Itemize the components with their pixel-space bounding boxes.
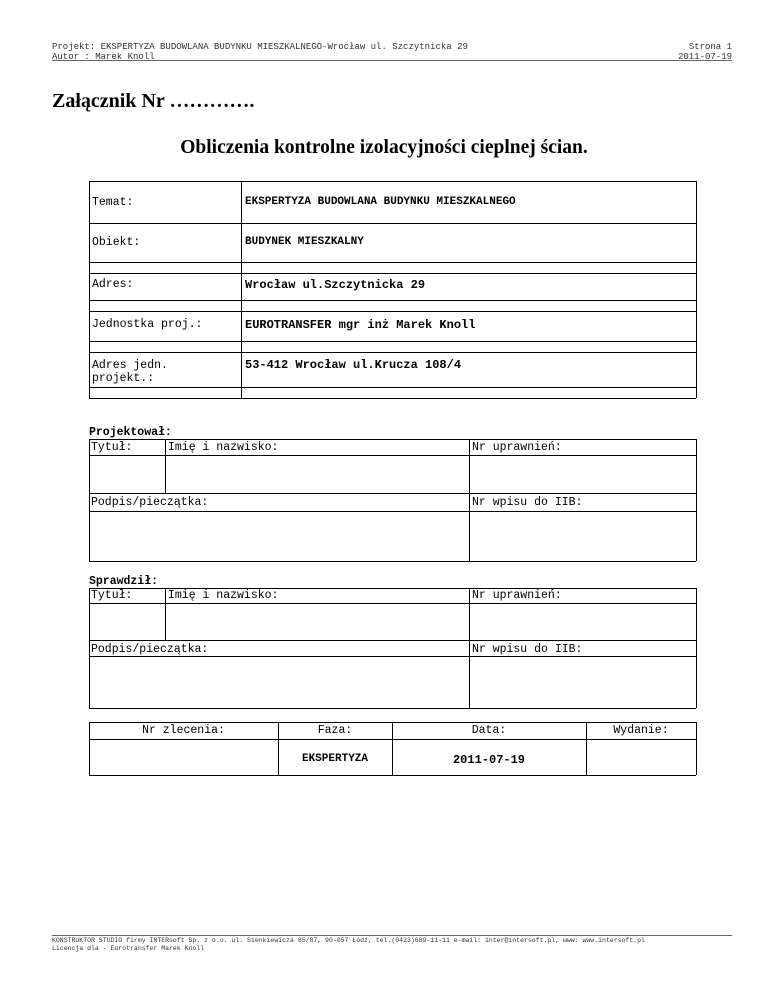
object-label: Obiekt:: [92, 236, 141, 249]
footer-line-1: KONSTRUKTOR STUDIO firmy INTERsoft Sp. z o.o. ul. Sienkiewicza 85/87, 90-057 Łódź, tel.(0423)689-11-11 e-mail: inter@intersoft.pl, www: www.intersoft.pl: [52, 937, 645, 944]
footer-divider: [52, 935, 732, 936]
checked-name-label: Imię i nazwisko:: [168, 589, 279, 602]
object-value: BUDYNEK MIESZKALNY: [245, 236, 364, 248]
unit-address-value: 53-412 Wrocław ul.Krucza 108/4: [245, 358, 462, 372]
designed-title-label: Tytuł:: [91, 441, 133, 454]
address-label: Adres:: [92, 278, 134, 291]
unit-value: EUROTRANSFER mgr inż Marek Knoll: [245, 318, 476, 332]
address-value: Wrocław ul.Szczytnicka 29: [245, 278, 426, 292]
checked-license-label: Nr uprawnień:: [472, 589, 562, 602]
unit-address-label-2: projekt.:: [92, 372, 155, 385]
checked-iib-label: Nr wpisu do IIB:: [472, 643, 583, 656]
header-project: Projekt: EKSPERTYZA BUDOWLANA BUDYNKU MIESZKALNEGO-Wrocław ul. Szczytnicka 29: [52, 42, 468, 52]
designed-license-label: Nr uprawnień:: [472, 441, 562, 454]
date-value: 2011-07-19: [452, 753, 525, 767]
date-label: Data:: [471, 724, 507, 737]
designed-iib-label: Nr wpisu do IIB:: [472, 496, 583, 509]
header-divider: [52, 60, 732, 61]
designed-name-label: Imię i nazwisko:: [168, 441, 279, 454]
topic-value: EKSPERTYZA BUDOWLANA BUDYNKU MIESZKALNEGO: [245, 196, 516, 208]
checked-title-label: Tytuł:: [91, 589, 133, 602]
phase-value: EKSPERTYZA: [301, 753, 368, 765]
header-author: Autor : Marek Knoll: [52, 52, 155, 62]
main-title: Obliczenia kontrolne izolacyjności cieplnej ścian.: [180, 137, 588, 158]
designed-heading: Projektował:: [89, 426, 172, 439]
topic-label: Temat:: [92, 196, 134, 209]
footer-line-2: Licencja dla - Eurotransfer Marek Knoll: [52, 945, 205, 952]
designed-signature-label: Podpis/pieczątka:: [91, 496, 209, 509]
unit-label: Jednostka proj.:: [92, 318, 203, 331]
phase-label: Faza:: [317, 724, 353, 737]
edition-label: Wydanie:: [613, 724, 669, 737]
header-date: 2011-07-19: [677, 52, 732, 62]
checked-heading: Sprawdził:: [89, 575, 159, 588]
header-page: Strona 1: [688, 42, 732, 52]
order-label: Nr zlecenia:: [142, 724, 225, 737]
unit-address-label-1: Adres jedn.: [92, 359, 168, 372]
checked-signature-label: Podpis/pieczątka:: [91, 643, 209, 656]
attachment-title: Załącznik Nr ………….: [52, 90, 255, 112]
